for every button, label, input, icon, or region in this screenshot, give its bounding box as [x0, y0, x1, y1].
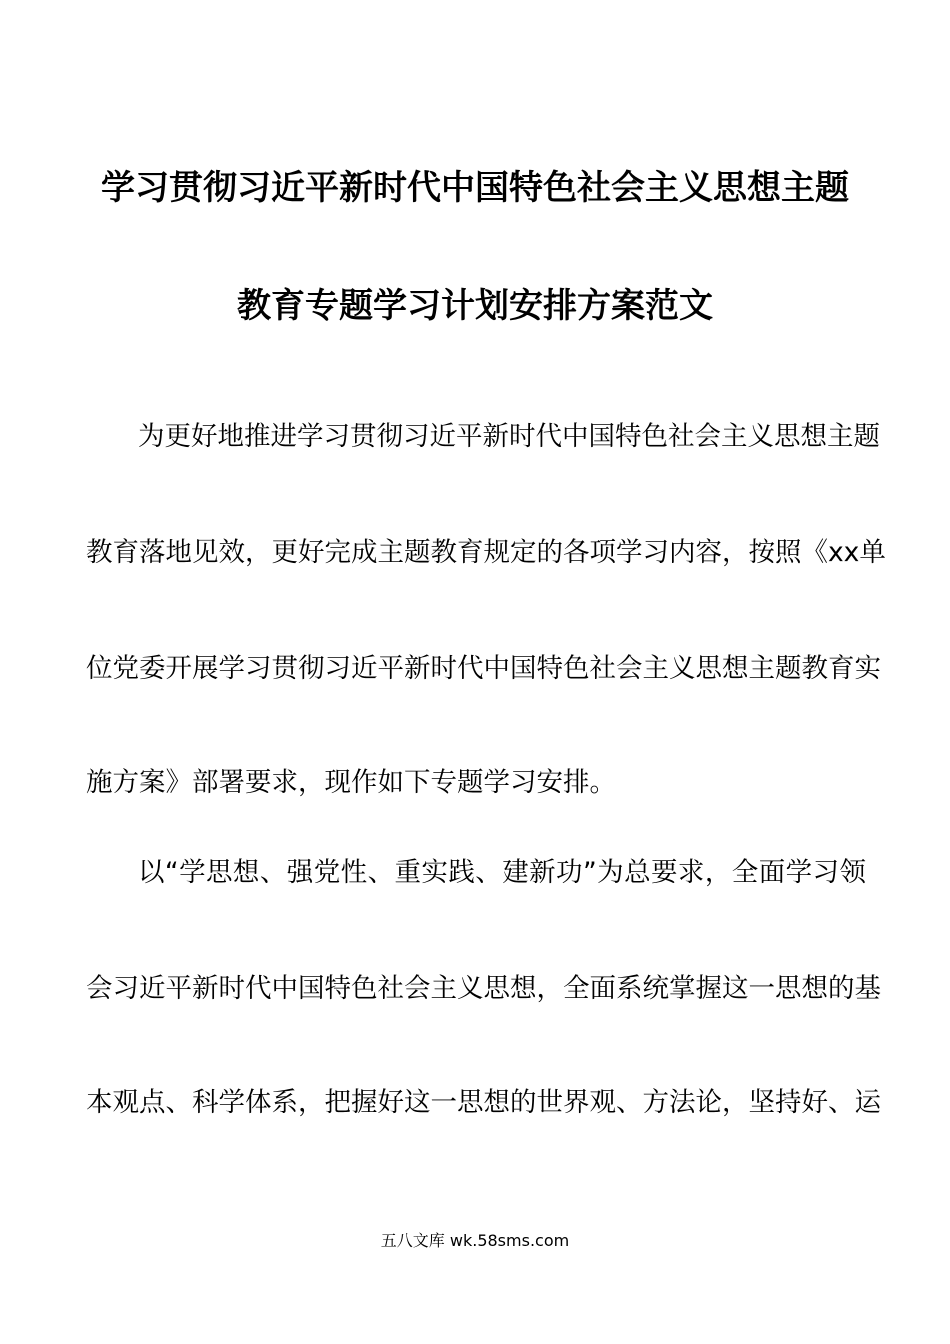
- paragraph-1-line-1: 为更好地推进学习贯彻习近平新时代中国特色社会主义思想主题: [138, 421, 880, 452]
- paragraph-1-line-3: 位党委开展学习贯彻习近平新时代中国特色社会主义思想主题教育实: [86, 653, 881, 684]
- paragraph-1-line-4: 施方案》部署要求，现作如下专题学习安排。: [86, 767, 616, 798]
- document-title-line-1: 学习贯彻习近平新时代中国特色社会主义思想主题: [101, 168, 849, 208]
- document-title-line-2: 教育专题学习计划安排方案范文: [237, 286, 713, 326]
- paragraph-2-line-3: 本观点、科学体系，把握好这一思想的世界观、方法论，坚持好、运: [86, 1087, 881, 1118]
- paragraph-1-line-2: 教育落地见效，更好完成主题教育规定的各项学习内容，按照《xx单: [86, 537, 886, 568]
- paragraph-2-line-2: 会习近平新时代中国特色社会主义思想，全面系统掌握这一思想的基: [86, 973, 881, 1004]
- page-footer: 五八文库 wk.58sms.com: [380, 1231, 570, 1250]
- paragraph-2-line-1: 以“学思想、强党性、重实践、建新功”为总要求，全面学习领: [138, 857, 866, 888]
